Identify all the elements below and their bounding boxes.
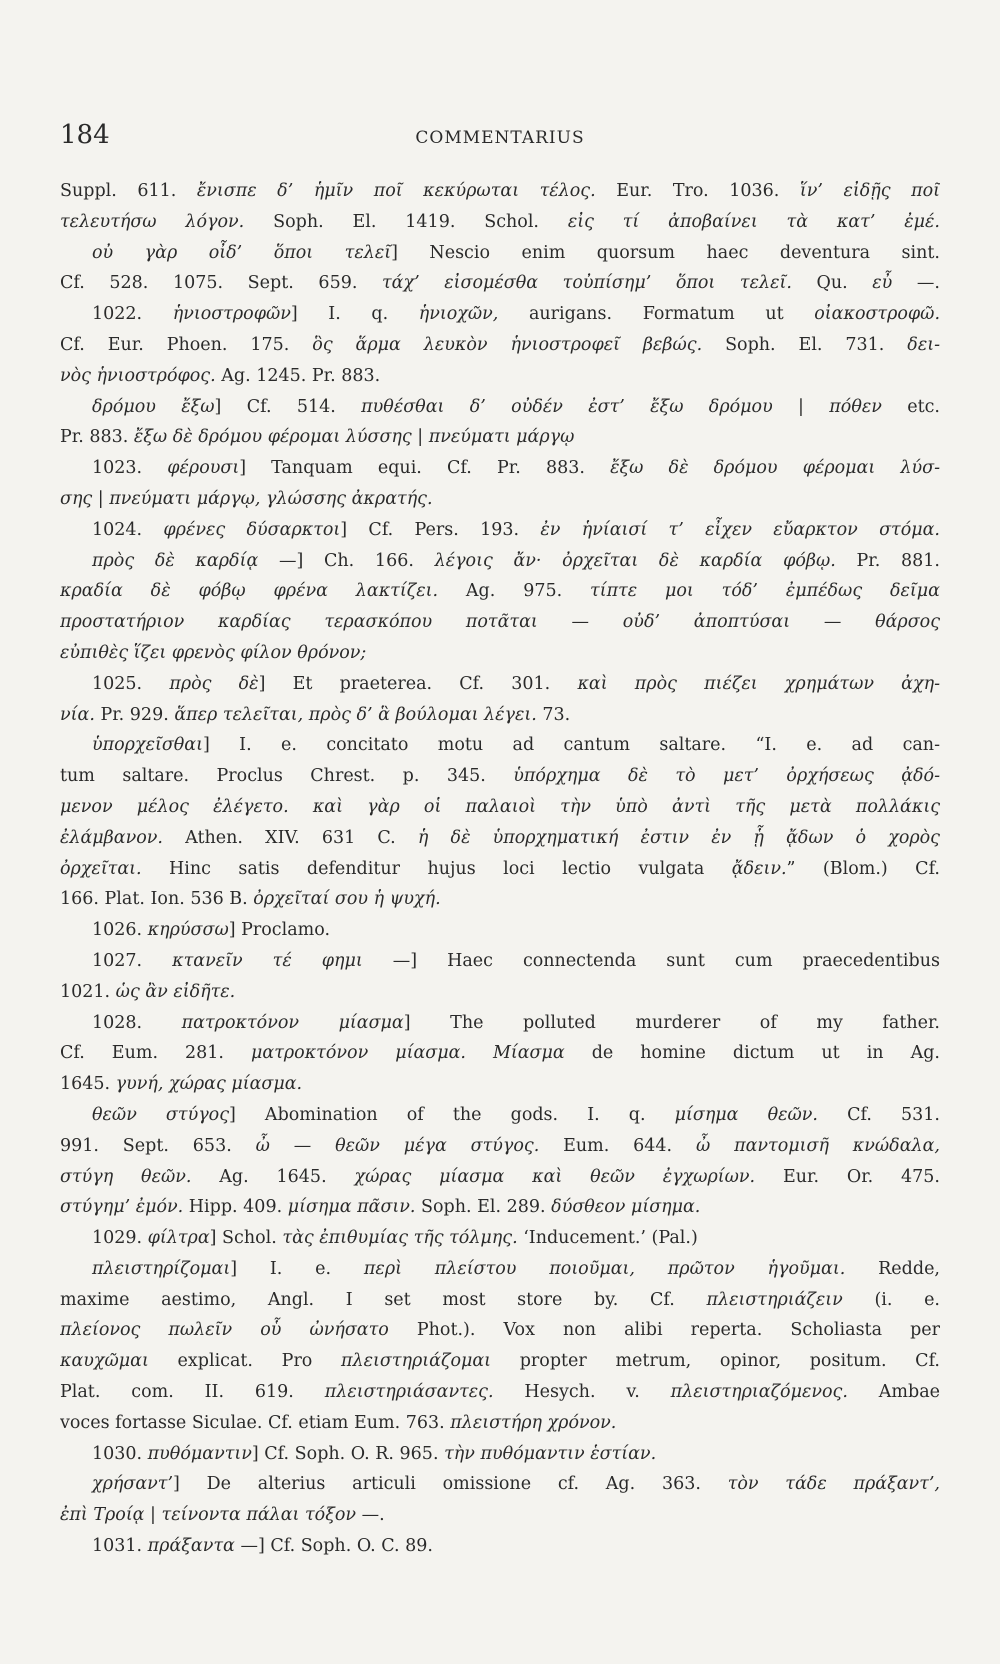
text-line xyxy=(60,730,940,761)
greek-text: πυθόμαντιν xyxy=(147,1443,252,1464)
greek-text: πλειστηριάσαντες. xyxy=(324,1382,494,1403)
greek-text: φέρουσι xyxy=(167,458,240,479)
latin-text: Cf. Eum. 281. xyxy=(60,1043,251,1064)
latin-text: Redde, xyxy=(845,1258,940,1279)
latin-text: Suppl. 611. xyxy=(60,181,197,201)
text-line xyxy=(60,884,940,915)
greek-text: γυνή, χώρας μίασμα. xyxy=(115,1074,303,1095)
latin-text: 1023. xyxy=(92,458,168,479)
greek-text: μενον μέλος ἐλέγετο. καὶ γὰρ οἱ παλαιοὶ τὴν ὑπὸ ἀντὶ τῆς μετὰ πολλάκις xyxy=(60,796,940,817)
latin-text: tum saltare. Proclus Chrest. p. 345. xyxy=(60,766,514,787)
greek-text: ὡς ἂν εἰδῆτε. xyxy=(115,981,236,1002)
greek-text: ἡνιοστροφῶν xyxy=(172,304,291,325)
latin-text: Hipp. 409. xyxy=(183,1197,288,1218)
page-number: 184 xyxy=(60,120,110,150)
greek-text: ὀρχεῖται. xyxy=(60,858,142,879)
text-line xyxy=(60,1069,940,1100)
greek-text: λέγοις ἄν· ὀρχεῖται δὲ καρδία φόβῳ. xyxy=(434,550,836,571)
latin-text: Ag. 1245. Pr. 883. xyxy=(215,365,381,386)
greek-text: καὶ πρὸς πιέζει χρημάτων ἀχη- xyxy=(577,673,940,694)
greek-text: ἐπὶ Τροίᾳ | τείνοντα πάλαι τόξον xyxy=(60,1505,357,1526)
latin-text: aurigans. Formatum ut xyxy=(498,304,815,325)
latin-text: Soph. El. 731. xyxy=(702,334,908,355)
greek-text: τὸν τάδε πράξαντ’, xyxy=(727,1474,940,1495)
text-line xyxy=(60,1500,940,1531)
latin-text: etc. xyxy=(881,396,940,417)
latin-text: —. xyxy=(892,273,940,294)
greek-text: ὑπορχεῖσθαι xyxy=(92,735,203,756)
latin-text: ] I. e. concitato motu ad cantum saltare. “I. e. ad can- xyxy=(202,735,940,756)
latin-text: Cf. Eur. Phoen. 175. xyxy=(60,334,313,355)
text-line xyxy=(60,576,940,607)
latin-text: 166. Plat. Ion. 536 B. xyxy=(60,889,254,910)
greek-text: κτανεῖν τέ φημι xyxy=(172,950,363,971)
greek-text: δύσθεον μίσημα. xyxy=(551,1197,701,1218)
latin-text: ] Cf. Pers. 193. xyxy=(340,519,541,540)
latin-text: Qu. xyxy=(791,273,873,294)
text-line xyxy=(60,1131,940,1162)
latin-text: Eum. 644. xyxy=(539,1135,696,1156)
greek-text: τελευτήσω λόγον. xyxy=(60,211,245,232)
text-line xyxy=(60,484,940,515)
latin-text: maxime aestimo, Angl. I set most store by. Cf. xyxy=(60,1289,707,1310)
greek-text: ἐλάμβανον. xyxy=(60,827,163,848)
greek-text: πρὸς δὲ καρδίᾳ xyxy=(92,550,259,571)
text-line xyxy=(60,761,940,792)
latin-text: ] I. e. xyxy=(230,1258,364,1279)
text-line xyxy=(60,176,940,207)
latin-text: Ag. 975. xyxy=(438,581,591,602)
text-line xyxy=(60,1439,940,1470)
greek-text: εἰς τί ἀποβαίνει τὰ κατ’ ἐμέ. xyxy=(567,211,940,232)
latin-text: Cf. 531. xyxy=(818,1104,940,1125)
latin-text: 73. xyxy=(536,704,571,725)
greek-text: πυθέσθαι δ’ οὐδέν ἐστ’ ἔξω δρόμου | πόθεν xyxy=(361,396,882,417)
greek-text: πλειστηρίζομαι xyxy=(92,1258,231,1279)
commentary-body xyxy=(60,176,940,1562)
text-line xyxy=(60,361,940,392)
text-line xyxy=(60,823,940,854)
latin-text: propter metrum, opinor, positum. Cf. xyxy=(491,1351,940,1372)
greek-text: νία. xyxy=(60,704,95,725)
greek-text: ὦ — θεῶν μέγα στύγος. xyxy=(255,1135,540,1156)
greek-text: χρήσαντ’ xyxy=(92,1474,174,1495)
greek-text: δρόμου ἔξω xyxy=(92,396,215,417)
running-head xyxy=(60,120,940,160)
greek-text: μίσημα θεῶν. xyxy=(674,1104,818,1125)
latin-text: de homine dictum ut in Ag. xyxy=(564,1043,940,1064)
greek-text: πλειστήρη χρόνον. xyxy=(450,1412,617,1433)
greek-text: δει- xyxy=(907,334,940,355)
text-line xyxy=(60,638,940,669)
latin-text: ] I. q. xyxy=(290,304,419,325)
latin-text: Phot.). Vox non alibi reperta. Scholiasta per xyxy=(388,1320,940,1341)
latin-text: 1031. xyxy=(92,1536,148,1557)
latin-text: —] Ch. 166. xyxy=(258,550,435,571)
latin-text: ] Schol. xyxy=(209,1228,283,1249)
latin-text: ‘Inducement.’ (Pal.) xyxy=(517,1228,698,1249)
greek-text: ματροκτόνον μίασμα. Μίασμα xyxy=(251,1043,565,1064)
greek-text: σης | πνεύματι μάργῳ, γλώσσης ἀκρατής. xyxy=(60,488,433,509)
text-line xyxy=(60,453,940,484)
latin-text: Pr. 929. xyxy=(94,704,175,725)
greek-text: προστατήριον καρδίας τερασκόπου ποτᾶται — οὐδ’ ἀποπτύσαι — θάρσος xyxy=(60,612,940,633)
greek-text: στύγη θεῶν. xyxy=(60,1166,192,1187)
latin-text: Cf. 528. 1075. Sept. 659. xyxy=(60,273,382,294)
latin-text: Eur. Or. 475. xyxy=(755,1166,940,1187)
greek-text: φίλτρα xyxy=(147,1228,210,1249)
text-line xyxy=(60,330,940,361)
latin-text: ] Tanquam equi. Cf. Pr. 883. xyxy=(239,458,611,479)
text-line xyxy=(60,1254,940,1285)
latin-text: Ag. 1645. xyxy=(191,1166,355,1187)
greek-text: τάχ’ εἰσομέσθα τοὐπίσημ’ ὅποι τελεῖ. xyxy=(382,273,792,294)
text-line xyxy=(60,946,940,977)
greek-text: νὸς ἡνιοστρόφος. xyxy=(60,365,216,386)
text-line xyxy=(60,515,940,546)
latin-text: Soph. El. 289. xyxy=(415,1197,552,1218)
latin-text: —] Haec connectenda sunt cum praecedentibus xyxy=(362,950,940,971)
greek-text: μίσημα πᾶσιν. xyxy=(287,1197,416,1218)
text-line xyxy=(60,1162,940,1193)
latin-text: ] Abomination of the gods. I. q. xyxy=(229,1104,675,1125)
latin-text: 1029. xyxy=(92,1228,148,1249)
greek-text: περὶ πλείστου ποιοῦμαι, πρῶτον ἡγοῦμαι. xyxy=(363,1258,846,1279)
latin-text: Pr. 881. xyxy=(835,550,940,571)
greek-text: οἰακοστροφῶ. xyxy=(814,304,940,325)
latin-text: Hinc satis defenditur hujus loci lectio vulgata xyxy=(141,858,732,879)
latin-text: Athen. XIV. 631 C. xyxy=(162,827,418,848)
latin-text: voces fortasse Siculae. Cf. etiam Eum. 763. xyxy=(60,1412,451,1433)
text-line xyxy=(60,1192,940,1223)
text-line xyxy=(60,1346,940,1377)
text-line xyxy=(60,1223,940,1254)
text-line xyxy=(60,977,940,1008)
greek-text: ὦ παντομισῆ κνώδαλα, xyxy=(695,1135,940,1156)
latin-text: Eur. Tro. 1036. xyxy=(595,181,800,201)
greek-text: πλειστηριαζόμενος. xyxy=(670,1382,848,1403)
text-line xyxy=(60,546,940,577)
greek-text: ἔνισπε δ’ ἡμῖν ποῖ κεκύρωται τέλος. xyxy=(196,181,596,201)
greek-text: οὐ γὰρ οἶδ’ ὅποι τελεῖ xyxy=(92,242,392,263)
text-line xyxy=(60,1315,940,1346)
latin-text: Plat. com. II. 619. xyxy=(60,1382,325,1403)
greek-text: τὴν πυθόμαντιν ἑστίαν. xyxy=(444,1443,657,1464)
greek-text: ὀρχεῖταί σου ἡ ψυχή. xyxy=(253,889,441,910)
text-line xyxy=(60,1377,940,1408)
latin-text: 1022. xyxy=(92,304,173,325)
greek-text: πλείονος πωλεῖν οὗ ὠνήσατο xyxy=(60,1320,389,1341)
latin-text: ] Et praeterea. Cf. 301. xyxy=(258,673,578,694)
latin-text: 1024. xyxy=(92,519,164,540)
latin-text: —. xyxy=(356,1505,385,1526)
greek-text: πλειστηριάζειν xyxy=(706,1289,843,1310)
greek-text: ἅπερ τελεῖται, πρὸς δ’ ἃ βούλομαι λέγει. xyxy=(174,704,537,725)
latin-text: explicat. Pro xyxy=(148,1351,342,1372)
greek-text: θεῶν στύγος xyxy=(92,1104,229,1125)
latin-text: ] De alterius articuli omissione cf. Ag. 363. xyxy=(173,1474,728,1495)
text-line xyxy=(60,854,940,885)
text-line xyxy=(60,1469,940,1500)
latin-text: Pr. 883. xyxy=(60,427,134,448)
latin-text: ] Cf. 514. xyxy=(214,396,362,417)
text-line xyxy=(60,915,940,946)
greek-text: πλειστηριάζομαι xyxy=(341,1351,492,1372)
latin-text: (i. e. xyxy=(842,1289,940,1310)
text-line xyxy=(60,1285,940,1316)
text-line xyxy=(60,238,940,269)
greek-text: πατροκτόνον μίασμα xyxy=(181,1012,404,1033)
running-title: COMMENTARIUS xyxy=(415,128,585,148)
greek-text: ὃς ἅρμα λευκὸν ἡνιοστροφεῖ βεβώς. xyxy=(312,334,703,355)
latin-text: 1027. xyxy=(92,950,173,971)
greek-text: στύγημ’ ἐμόν. xyxy=(60,1197,184,1218)
latin-text: ] The polluted murderer of my father. xyxy=(403,1012,940,1033)
text-line xyxy=(60,268,940,299)
latin-text: ] Nescio enim quorsum haec deventura sint. xyxy=(391,242,940,263)
greek-text: ἔξω δὲ δρόμου φέρομαι λύσ- xyxy=(610,458,940,479)
greek-text: κραδία δὲ φόβῳ φρένα λακτίζει. xyxy=(60,581,439,602)
latin-text: Hesych. v. xyxy=(493,1382,671,1403)
latin-text: 1645. xyxy=(60,1074,116,1095)
text-line xyxy=(60,1531,940,1562)
latin-text: 1026. xyxy=(92,920,148,941)
latin-text: 1021. xyxy=(60,981,116,1002)
greek-text: εὖ xyxy=(872,273,893,294)
greek-text: εὐπιθὲς ἵζει φρενὸς φίλον θρόνον; xyxy=(60,642,367,663)
text-line xyxy=(60,1008,940,1039)
text-line xyxy=(60,1038,940,1069)
text-line xyxy=(60,1408,940,1439)
greek-text: τίπτε μοι τόδ’ ἐμπέδως δεῖμα xyxy=(590,581,940,602)
latin-text: 1025. xyxy=(92,673,170,694)
greek-text: ἡνιοχῶν, xyxy=(418,304,499,325)
latin-text: ” (Blom.) Cf. xyxy=(786,858,940,879)
text-line xyxy=(60,669,940,700)
latin-text: ] Proclamo. xyxy=(228,920,331,941)
text-line xyxy=(60,792,940,823)
text-line xyxy=(60,299,940,330)
text-line xyxy=(60,422,940,453)
text-line xyxy=(60,1100,940,1131)
greek-text: ὑπόρχημα δὲ τὸ μετ’ ὀρχήσεως ᾀδό- xyxy=(513,766,940,787)
latin-text: Soph. El. 1419. Schol. xyxy=(244,211,568,232)
greek-text: χώρας μίασμα καὶ θεῶν ἐγχωρίων. xyxy=(354,1166,756,1187)
latin-text: ] Cf. Soph. O. R. 965. xyxy=(251,1443,445,1464)
greek-text: ἔξω δὲ δρόμου φέρομαι λύσσης | πνεύματι μάργῳ xyxy=(133,427,575,448)
latin-text: 1028. xyxy=(92,1012,182,1033)
text-line xyxy=(60,607,940,638)
text-line xyxy=(60,207,940,238)
greek-text: τὰς ἐπιθυμίας τῆς τόλμης. xyxy=(282,1228,518,1249)
greek-text: ἵν’ εἰδῇς ποῖ xyxy=(799,181,940,201)
text-line xyxy=(60,392,940,423)
greek-text: ἡ δὲ ὑπορχηματική ἐστιν ἐν ᾗ ᾄδων ὁ χορὸς xyxy=(417,827,940,848)
greek-text: καυχῶμαι xyxy=(60,1351,149,1372)
latin-text: 1030. xyxy=(92,1443,148,1464)
greek-text: κηρύσσω xyxy=(147,920,229,941)
greek-text: φρένες δύσαρκτοι xyxy=(163,519,341,540)
latin-text: Ambae xyxy=(847,1382,940,1403)
greek-text: ἐν ἡνίαισί τ’ εἶχεν εὔαρκτον στόμα. xyxy=(540,519,940,540)
greek-text: πράξαντα xyxy=(147,1536,235,1557)
text-line xyxy=(60,700,940,731)
latin-text: —] Cf. Soph. O. C. 89. xyxy=(234,1536,433,1557)
greek-text: πρὸς δὲ xyxy=(169,673,259,694)
latin-text: 991. Sept. 653. xyxy=(60,1135,256,1156)
greek-text: ᾄδειν. xyxy=(731,858,787,879)
